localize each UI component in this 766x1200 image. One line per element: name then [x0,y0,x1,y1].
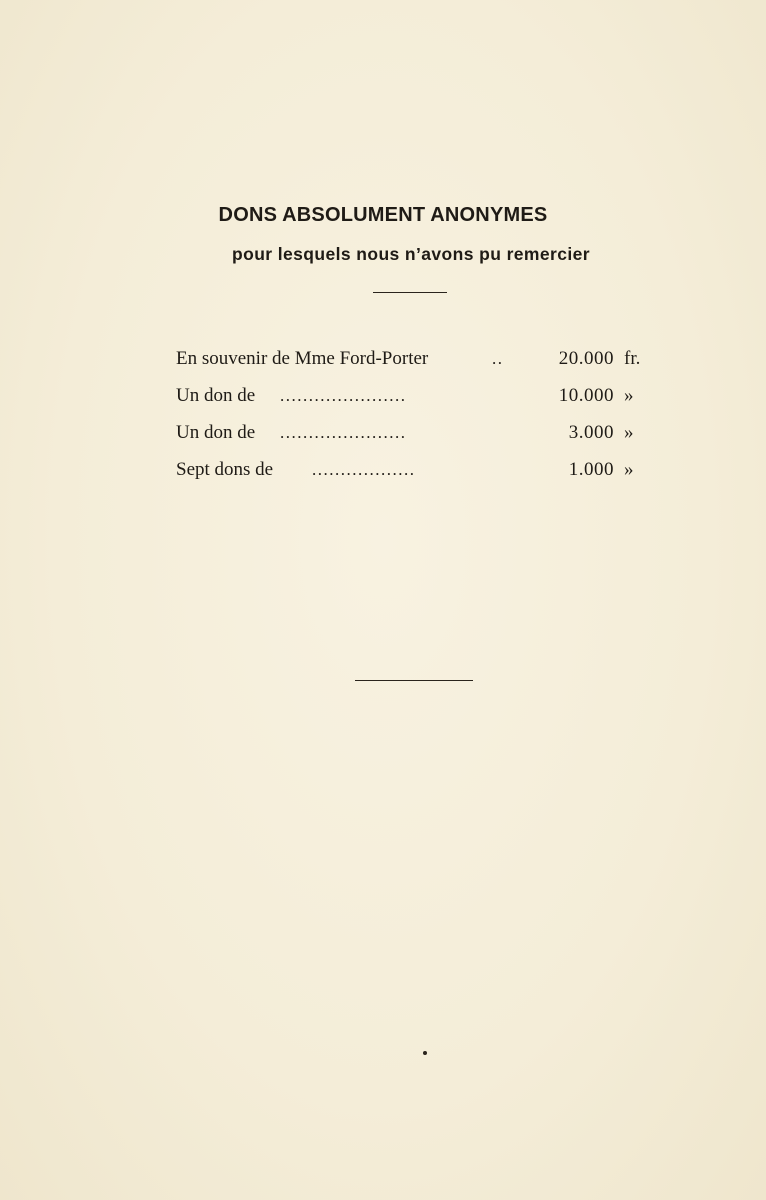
entry-leader-dots: .. [492,349,504,368]
page-title: DONS ABSOLUMENT ANONYMES [218,204,548,226]
top-divider [373,292,447,293]
list-item [176,414,656,451]
list-item [176,451,656,488]
entry-unit: » [624,385,634,406]
entry-leader-dots: ...................... [280,386,407,405]
entry-unit: » [624,459,634,480]
donation-list [176,340,656,488]
entry-unit: fr. [624,348,641,369]
list-item [176,377,656,414]
entry-label: Un don de [176,385,256,406]
entry-amount: 1.000 [568,459,614,480]
bottom-divider [355,680,473,681]
entry-amount: 10.000 [558,385,614,406]
entry-label: Un don de [176,422,256,443]
entry-amount: 3.000 [568,422,614,443]
page-subtitle: pour lesquels nous n’avons pu remercier [232,244,590,264]
list-item [176,340,656,377]
entry-amount: 20.000 [558,348,614,369]
ink-dot [423,1051,427,1055]
entry-label: Sept dons de [176,459,274,480]
entry-label: En souvenir de Mme Ford-Porter [176,348,429,369]
entry-leader-dots: ...................... [280,423,407,442]
entry-unit: » [624,422,634,443]
entry-leader-dots: .................. [312,460,416,479]
